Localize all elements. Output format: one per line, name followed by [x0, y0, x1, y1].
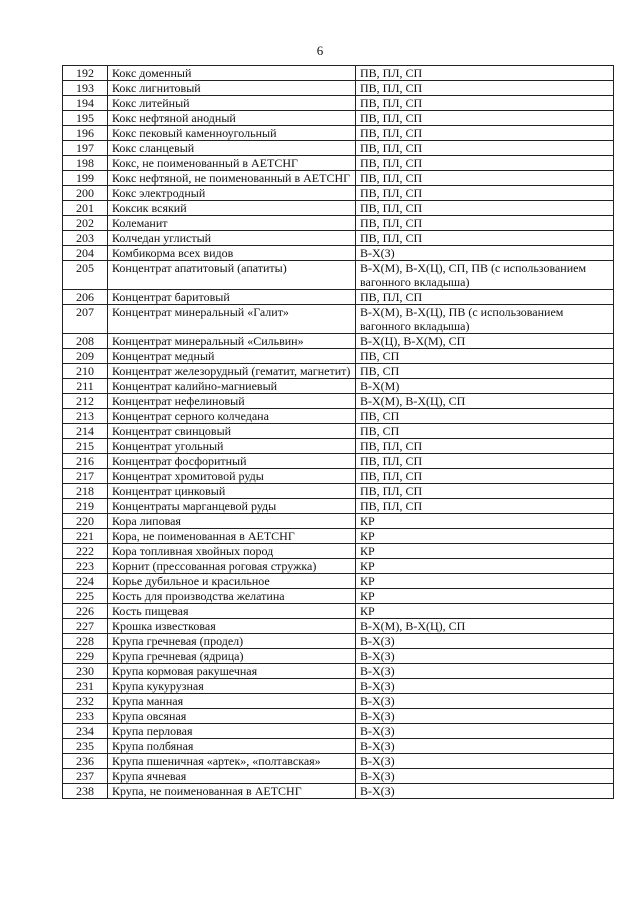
cargo-name: Колеманит	[108, 216, 356, 231]
table-row	[63, 409, 614, 424]
table-row	[63, 484, 614, 499]
row-number: 206	[63, 290, 108, 305]
cargo-name: Кокс лигнитовый	[108, 81, 356, 96]
transport-mode: КР	[356, 529, 614, 544]
table-row	[63, 769, 614, 784]
row-number: 202	[63, 216, 108, 231]
table-row	[63, 379, 614, 394]
transport-mode: ПВ, СП	[356, 409, 614, 424]
cargo-name: Кокс доменный	[108, 66, 356, 81]
row-number: 198	[63, 156, 108, 171]
row-number: 220	[63, 514, 108, 529]
cargo-name: Крупа манная	[108, 694, 356, 709]
table-row	[63, 246, 614, 261]
cargo-name: Кокс сланцевый	[108, 141, 356, 156]
cargo-name: Кокс нефтяной, не поименованный в АЕТСНГ	[108, 171, 356, 186]
table-row	[63, 111, 614, 126]
transport-mode: ПВ, ПЛ, СП	[356, 81, 614, 96]
row-number: 199	[63, 171, 108, 186]
cargo-name: Крупа, не поименованная в АЕТСНГ	[108, 784, 356, 799]
row-number: 231	[63, 679, 108, 694]
row-number: 228	[63, 634, 108, 649]
transport-mode: ПВ, СП	[356, 349, 614, 364]
cargo-name: Концентрат апатитовый (апатиты)	[108, 261, 356, 290]
table-row	[63, 171, 614, 186]
transport-mode: ПВ, ПЛ, СП	[356, 454, 614, 469]
cargo-name: Коксик всякий	[108, 201, 356, 216]
table-row	[63, 679, 614, 694]
row-number: 236	[63, 754, 108, 769]
cargo-name: Кость пищевая	[108, 604, 356, 619]
row-number: 194	[63, 96, 108, 111]
table-row	[63, 499, 614, 514]
table-row	[63, 201, 614, 216]
cargo-name: Концентрат серного колчедана	[108, 409, 356, 424]
transport-mode: ПВ, ПЛ, СП	[356, 126, 614, 141]
transport-mode: В-Х(Ц), В-Х(М), СП	[356, 334, 614, 349]
transport-mode: ПВ, ПЛ, СП	[356, 186, 614, 201]
table-row	[63, 544, 614, 559]
table-row	[63, 364, 614, 379]
cargo-name: Кокс нефтяной анодный	[108, 111, 356, 126]
cargo-name: Кора топливная хвойных пород	[108, 544, 356, 559]
table-row	[63, 439, 614, 454]
table-row	[63, 589, 614, 604]
cargo-name: Концентрат фосфоритный	[108, 454, 356, 469]
row-number: 216	[63, 454, 108, 469]
table-row	[63, 290, 614, 305]
transport-mode: В-Х(З)	[356, 679, 614, 694]
table-row	[63, 186, 614, 201]
cargo-name: Крупа пшеничная «артек», «полтавская»	[108, 754, 356, 769]
transport-mode: КР	[356, 514, 614, 529]
cargo-name: Крупа гречневая (продел)	[108, 634, 356, 649]
table-row	[63, 724, 614, 739]
table-row	[63, 141, 614, 156]
row-number: 217	[63, 469, 108, 484]
transport-mode: ПВ, ПЛ, СП	[356, 171, 614, 186]
transport-mode: ПВ, ПЛ, СП	[356, 96, 614, 111]
row-number: 195	[63, 111, 108, 126]
row-number: 193	[63, 81, 108, 96]
cargo-name: Корнит (прессованная роговая стружка)	[108, 559, 356, 574]
table-row	[63, 604, 614, 619]
table-row	[63, 66, 614, 81]
transport-mode: В-Х(З)	[356, 634, 614, 649]
row-number: 204	[63, 246, 108, 261]
cargo-name: Концентрат железорудный (гематит, магнетит)	[108, 364, 356, 379]
row-number: 238	[63, 784, 108, 799]
table-row	[63, 349, 614, 364]
cargo-name: Концентрат цинковый	[108, 484, 356, 499]
transport-mode: В-Х(З)	[356, 246, 614, 261]
cargo-name: Концентрат угольный	[108, 439, 356, 454]
table-row	[63, 261, 614, 290]
transport-mode: ПВ, ПЛ, СП	[356, 499, 614, 514]
transport-mode: В-Х(З)	[356, 664, 614, 679]
table-row	[63, 216, 614, 231]
row-number: 221	[63, 529, 108, 544]
table-row	[63, 156, 614, 171]
row-number: 219	[63, 499, 108, 514]
transport-mode: В-Х(З)	[356, 649, 614, 664]
row-number: 196	[63, 126, 108, 141]
table-row	[63, 81, 614, 96]
cargo-name: Концентраты марганцевой руды	[108, 499, 356, 514]
row-number: 203	[63, 231, 108, 246]
cargo-name: Кость для производства желатина	[108, 589, 356, 604]
transport-mode: В-Х(М), В-Х(Ц), ПВ (с использованием вагонного вкладыша)	[356, 305, 614, 334]
transport-mode: ПВ, СП	[356, 364, 614, 379]
cargo-name: Концентрат баритовый	[108, 290, 356, 305]
table-row	[63, 634, 614, 649]
cargo-name: Концентрат медный	[108, 349, 356, 364]
row-number: 215	[63, 439, 108, 454]
row-number: 210	[63, 364, 108, 379]
cargo-name: Крошка известковая	[108, 619, 356, 634]
row-number: 214	[63, 424, 108, 439]
row-number: 207	[63, 305, 108, 334]
row-number: 223	[63, 559, 108, 574]
transport-mode: ПВ, СП	[356, 424, 614, 439]
row-number: 200	[63, 186, 108, 201]
cargo-name: Колчедан углистый	[108, 231, 356, 246]
transport-mode: В-Х(М), В-Х(Ц), СП	[356, 619, 614, 634]
row-number: 205	[63, 261, 108, 290]
cargo-table	[62, 65, 614, 799]
cargo-name: Крупа полбяная	[108, 739, 356, 754]
row-number: 222	[63, 544, 108, 559]
transport-mode: ПВ, ПЛ, СП	[356, 290, 614, 305]
transport-mode: ПВ, ПЛ, СП	[356, 156, 614, 171]
row-number: 229	[63, 649, 108, 664]
transport-mode: В-Х(З)	[356, 739, 614, 754]
transport-mode: ПВ, ПЛ, СП	[356, 201, 614, 216]
row-number: 235	[63, 739, 108, 754]
cargo-name: Концентрат хромитовой руды	[108, 469, 356, 484]
cargo-name: Крупа ячневая	[108, 769, 356, 784]
row-number: 230	[63, 664, 108, 679]
transport-mode: КР	[356, 559, 614, 574]
transport-mode: В-Х(М)	[356, 379, 614, 394]
table-row	[63, 649, 614, 664]
transport-mode: ПВ, ПЛ, СП	[356, 439, 614, 454]
table-row	[63, 126, 614, 141]
transport-mode: В-Х(З)	[356, 694, 614, 709]
transport-mode: КР	[356, 604, 614, 619]
table-row	[63, 784, 614, 799]
table-row	[63, 574, 614, 589]
cargo-name: Концентрат минеральный «Сильвин»	[108, 334, 356, 349]
transport-mode: КР	[356, 544, 614, 559]
table-row	[63, 529, 614, 544]
row-number: 226	[63, 604, 108, 619]
table-row	[63, 694, 614, 709]
table-row	[63, 739, 614, 754]
row-number: 208	[63, 334, 108, 349]
cargo-name: Концентрат нефелиновый	[108, 394, 356, 409]
row-number: 232	[63, 694, 108, 709]
transport-mode: ПВ, ПЛ, СП	[356, 469, 614, 484]
transport-mode: В-Х(З)	[356, 709, 614, 724]
cargo-name: Крупа кормовая ракушечная	[108, 664, 356, 679]
page-number: 6	[316, 43, 324, 58]
cargo-name: Кора, не поименованная в АЕТСНГ	[108, 529, 356, 544]
row-number: 201	[63, 201, 108, 216]
row-number: 233	[63, 709, 108, 724]
cargo-name: Концентрат минеральный «Галит»	[108, 305, 356, 334]
cargo-name: Комбикорма всех видов	[108, 246, 356, 261]
cargo-name: Крупа овсяная	[108, 709, 356, 724]
cargo-name: Кокс, не поименованный в АЕТСНГ	[108, 156, 356, 171]
row-number: 197	[63, 141, 108, 156]
row-number: 192	[63, 66, 108, 81]
table-row	[63, 514, 614, 529]
cargo-name: Корье дубильное и красильное	[108, 574, 356, 589]
transport-mode: ПВ, ПЛ, СП	[356, 66, 614, 81]
row-number: 211	[63, 379, 108, 394]
cargo-table-body	[63, 66, 614, 799]
table-row	[63, 424, 614, 439]
transport-mode: ПВ, ПЛ, СП	[356, 231, 614, 246]
cargo-name: Концентрат калийно-магниевый	[108, 379, 356, 394]
table-row	[63, 334, 614, 349]
cargo-name: Концентрат свинцовый	[108, 424, 356, 439]
row-number: 218	[63, 484, 108, 499]
row-number: 224	[63, 574, 108, 589]
transport-mode: ПВ, ПЛ, СП	[356, 216, 614, 231]
transport-mode: ПВ, ПЛ, СП	[356, 141, 614, 156]
row-number: 225	[63, 589, 108, 604]
transport-mode: В-Х(З)	[356, 754, 614, 769]
transport-mode: КР	[356, 589, 614, 604]
transport-mode: КР	[356, 574, 614, 589]
row-number: 209	[63, 349, 108, 364]
transport-mode: В-Х(З)	[356, 769, 614, 784]
cargo-name: Крупа перловая	[108, 724, 356, 739]
transport-mode: ПВ, ПЛ, СП	[356, 111, 614, 126]
table-row	[63, 559, 614, 574]
cargo-name: Кокс литейный	[108, 96, 356, 111]
table-row	[63, 619, 614, 634]
table-row	[63, 469, 614, 484]
table-row	[63, 709, 614, 724]
transport-mode: В-Х(З)	[356, 724, 614, 739]
table-row	[63, 231, 614, 246]
transport-mode: ПВ, ПЛ, СП	[356, 484, 614, 499]
table-row	[63, 394, 614, 409]
cargo-name: Кокс электродный	[108, 186, 356, 201]
row-number: 234	[63, 724, 108, 739]
table-row	[63, 664, 614, 679]
transport-mode: В-Х(М), В-Х(Ц), СП	[356, 394, 614, 409]
table-row	[63, 305, 614, 334]
table-row	[63, 96, 614, 111]
transport-mode: В-Х(М), В-Х(Ц), СП, ПВ (с использованием вагонного вкладыша)	[356, 261, 614, 290]
row-number: 213	[63, 409, 108, 424]
cargo-name: Крупа гречневая (ядрица)	[108, 649, 356, 664]
cargo-name: Кора липовая	[108, 514, 356, 529]
table-row	[63, 754, 614, 769]
row-number: 227	[63, 619, 108, 634]
row-number: 237	[63, 769, 108, 784]
transport-mode: В-Х(З)	[356, 784, 614, 799]
cargo-name: Кокс пековый каменноугольный	[108, 126, 356, 141]
table-row	[63, 454, 614, 469]
cargo-name: Крупа кукурузная	[108, 679, 356, 694]
row-number: 212	[63, 394, 108, 409]
